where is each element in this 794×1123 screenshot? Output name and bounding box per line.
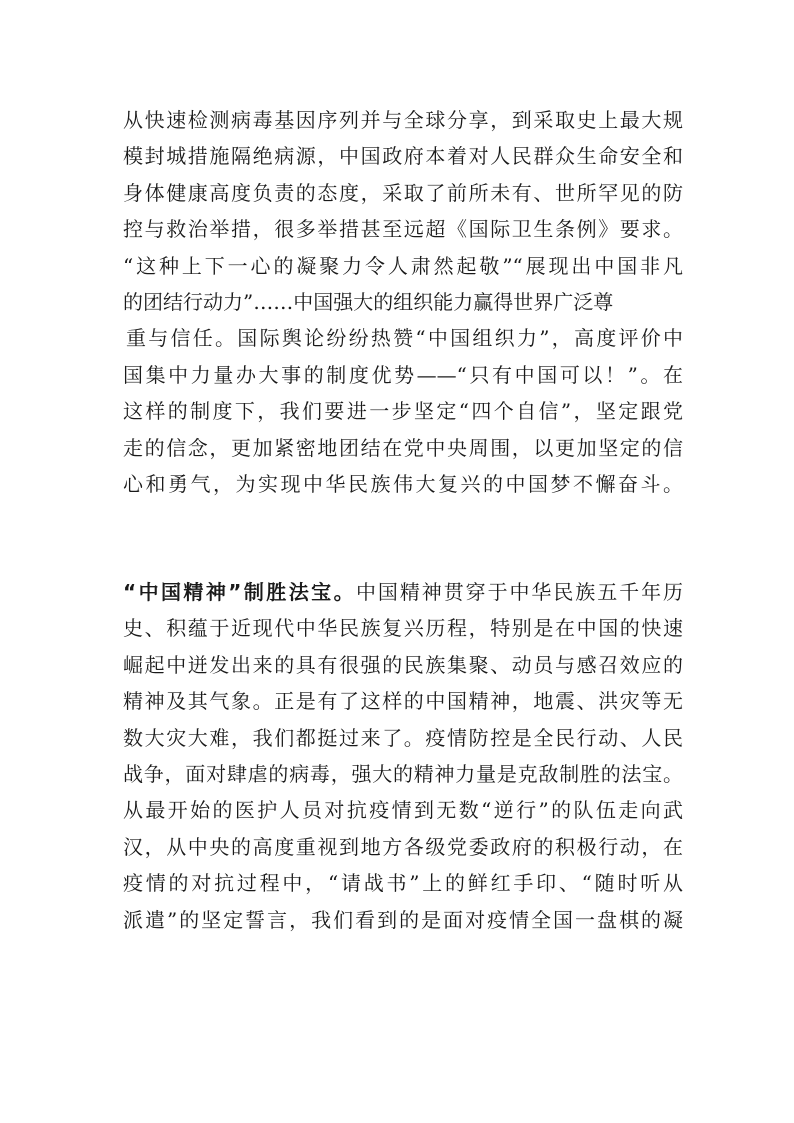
text-line: 精神及其气象。正是有了这样的中国精神，地震、洪灾等无: [123, 689, 683, 714]
text-line: 走的信念，更加紧密地团结在党中央周围，以更加坚定的信: [123, 435, 683, 460]
text-line: 控与救治举措，很多举措甚至远超《国际卫生条例》要求。: [123, 217, 683, 242]
text-line: 派遣”的坚定誓言，我们看到的是面对疫情全国一盘棋的凝: [123, 907, 683, 932]
text-line: 这样的制度下，我们要进一步坚定“四个自信”，坚定跟党: [123, 399, 683, 424]
text-line: 身体健康高度负责的态度，采取了前所未有、世所罕见的防: [123, 180, 683, 205]
text-line: 崛起中迸发出来的具有很强的民族集聚、动员与感召效应的: [123, 652, 683, 677]
text-line: 模封城措施隔绝病源，中国政府本着对人民群众生命安全和: [123, 144, 683, 169]
text-line: 国集中力量办大事的制度优势——“只有中国可以！”。在: [123, 362, 683, 387]
text-line: “这种上下一心的凝聚力令人肃然起敬”“展现出中国非凡: [123, 253, 683, 278]
text-line: 疫情的对抗过程中，“请战书”上的鲜红手印、“随时听从: [123, 871, 683, 896]
text-line-first: [123, 574, 683, 610]
text-line: 史、积蕴于近现代中华民族复兴历程，特别是在中国的快速: [123, 616, 683, 641]
text-line-rest: 中国精神贯穿于中华民族五千年历: [356, 580, 683, 604]
paragraph-spirit: [123, 574, 683, 938]
text-line: 从最开始的医护人员对抗疫情到无数“逆行”的队伍走向武: [123, 798, 683, 823]
paragraph-organization: [123, 102, 683, 502]
section-heading: “中国精神”制胜法宝。: [123, 580, 356, 604]
text-line: 重与信任。国际舆论纷纷热赞“中国组织力”，高度评价中: [126, 326, 683, 351]
text-line: 心和勇气，为实现中华民族伟大复兴的中国梦不懈奋斗。: [123, 471, 683, 496]
text-line: 的团结行动力”……中国强大的组织能力赢得世界广泛尊: [123, 289, 614, 314]
text-line: 战争，面对肆虐的病毒，强大的精神力量是克敌制胜的法宝。: [123, 761, 683, 786]
text-line: 从快速检测病毒基因序列并与全球分享，到采取史上最大规: [123, 108, 683, 132]
text-line: 数大灾大难，我们都挺过来了。疫情防控是全民行动、人民: [123, 725, 683, 750]
text-line: 汉，从中央的高度重视到地方各级党委政府的积极行动，在: [123, 834, 683, 859]
